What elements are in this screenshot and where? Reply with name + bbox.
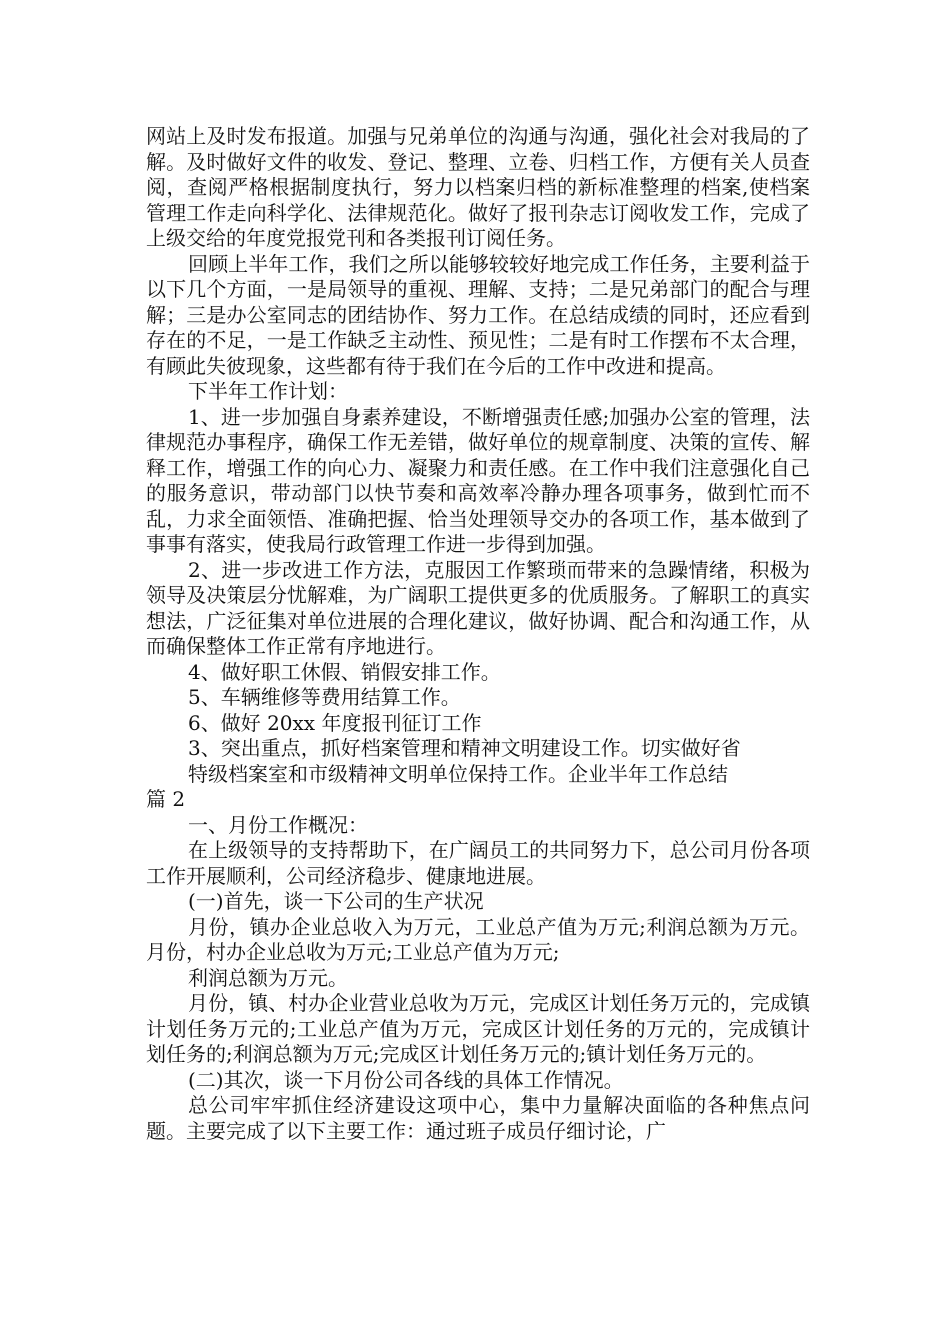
paragraph-5: 2、进一步改进工作方法，克服因工作繁琐而带来的急躁情绪，积极为领导及决策层分忧解难，为广阔职工提供更多的优质服务。了解职工的真实想法，广泛征集对单位进展的合理化建议，做好协调、配合和沟通工作，从而确保整体工作正常有序地进行。	[146, 557, 810, 658]
paragraph-15: 月份，镇办企业总收入为万元，工业总产值为万元;利润总额为万元。月份，村办企业总收为万元;工业总产值为万元;	[146, 914, 810, 964]
paragraph-8: 6、做好 20xx 年度报刊征订工作	[188, 710, 482, 735]
paragraph-10: 特级档案室和市级精神文明单位保持工作。企业半年工作总结	[188, 761, 728, 786]
paragraph-16: 利润总额为万元。	[188, 965, 348, 990]
paragraph-18: (二)其次，谈一下月份公司各线的具体工作情况。	[188, 1067, 624, 1092]
paragraph-12: 一、月份工作概况：	[188, 812, 368, 837]
paragraph-1: 网站上及时发布报道。加强与兄弟单位的沟通与沟通，强化社会对我局的了解。及时做好文件的收发、登记、整理、立卷、归档工作，方便有关人员查阅，查阅严格根据制度执行，努力以档案归档的新标准整理的档案,使档案管理工作走向科学化、法律规范化。做好了报刊杂志订阅收发工作，完成了上级交给的年度党报党刊和各类报刊订阅任务。	[146, 124, 810, 250]
paragraph-19: 总公司牢牢抓住经济建设这项中心，集中力量解决面临的各种焦点问题。主要完成了以下主要工作：通过班子成员仔细讨论，广	[146, 1093, 810, 1143]
paragraph-7: 5、车辆维修等费用结算工作。	[188, 685, 461, 709]
paragraph-4: 1、进一步加强自身素养建设，不断增强责任感;加强办公室的管理，法律规范办事程序，确保工作无差错，做好单位的规章制度、决策的宣传、解释工作，增强工作的向心力、凝聚力和责任感。在工作中我们注意强化自己的服务意识，带动部门以快节奏和高效率冷静办理各项事务，做到忙而不乱，力求全面领悟、准确把握、恰当处理领导交办的各项工作，基本做到了事事有落实，使我局行政管理工作进一步得到加强。	[146, 404, 810, 556]
paragraph-14: (一)首先，谈一下公司的生产状况	[188, 889, 484, 913]
paragraph-11: 篇 2	[146, 787, 186, 811]
document-body	[146, 124, 810, 1144]
paragraph-2: 回顾上半年工作，我们之所以能够较较好地完成工作任务，主要利益于以下几个方面，一是局领导的重视、理解、支持；二是兄弟部门的配合与理解；三是办公室同志的团结协作、努力工作。在总结成绩的同时，还应看到存在的不足，一是工作缺乏主动性、预见性；二是有时工作摆布不太合理，有顾此失彼现象，这些都有待于我们在今后的工作中改进和提高。	[146, 251, 810, 378]
paragraph-9: 3、突出重点，抓好档案管理和精神文明建设工作。切实做好省	[188, 736, 741, 760]
paragraph-6: 4、做好职工休假、销假安排工作。	[188, 659, 501, 684]
paragraph-3: 下半年工作计划：	[188, 379, 348, 403]
paragraph-17: 月份，镇、村办企业营业总收为万元，完成区计划任务万元的，完成镇计划任务万元的;工业总产值为万元，完成区计划任务的万元的，完成镇计划任务的;利润总额为万元;完成区计划任务万元的;镇计划任务万元的。	[146, 991, 810, 1066]
paragraph-13: 在上级领导的支持帮助下，在广阔员工的共同努力下，总公司月份各项工作开展顺利，公司经济稳步、健康地进展。	[146, 838, 810, 888]
